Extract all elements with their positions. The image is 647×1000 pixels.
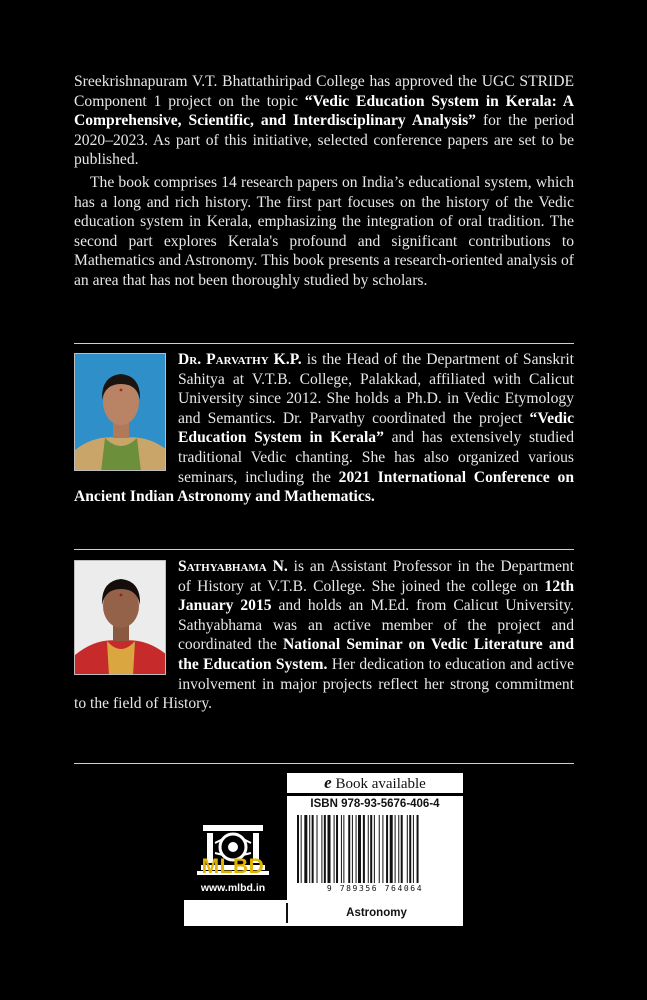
blurb-paragraph-1 [74,72,574,170]
bio-text: and holds an M.Ed. from Calicut University. Sathyabhama was an active member of the project and coordinated the [178,597,574,654]
bio-highlight: National Seminar on Vedic Literature and the Education System. [178,636,574,673]
barcode-icon [297,815,453,883]
author-photo-parvathy [74,353,166,471]
bio-text: Her dedication to education and active involvement in major projects reflect her strong commitment to the field of History. [74,655,574,713]
bio-text: is an Assistant Professor in the Department of History at V.T.B. College. She joined the college on [178,558,574,595]
barcode-panel [287,796,463,900]
subject-divider [286,903,288,923]
subject-label: Astronomy [346,907,407,919]
divider-rule [74,343,574,344]
author-name: Dr. Parvathy K.P. [178,351,302,368]
divider-rule [74,763,574,764]
ebook-badge [287,773,463,793]
blurb-text: for the period 2020–2023. As part of this initiative, selected conference papers are set to be published. [74,112,574,169]
publisher-url: www.mlbd.in [200,882,266,894]
divider-rule [74,549,574,550]
bio-highlight: 2021 International Conference on Ancient Indian Astronomy and Mathematics. [74,468,574,506]
ebook-label: Book available [331,776,426,792]
bio-highlight: 12th January 2015 [178,577,574,615]
author-name: Sathyabhama N. [178,558,288,575]
isbn-label: ISBN 978-93-5676-406-4 [310,798,440,810]
blurb-text: Sreekrishnapuram V.T. Bhattathiripad College has approved the UGC STRIDE Component 1 project on the topic [74,73,574,110]
back-cover-blurb [74,72,574,291]
project-title: “Vedic Education System in Kerala: A Comprehensive, Scientific, and Interdisciplinary Analysis” [74,92,575,130]
bio-text: and has extensively studied traditional Vedic chanting. She has also organized various seminars, including the [178,429,574,486]
publisher-name: MLBD [201,855,265,878]
author-bio-parvathy [74,350,574,507]
barcode-digits: 9 789356 764064 [326,884,424,893]
author-photo-sathyabhama [74,560,166,675]
author-bio-sathyabhama [74,557,574,714]
ebook-e-glyph: e [324,773,332,792]
bio-text: is the Head of the Department of Sanskrit Sahitya at V.T.B. College, Palakkad, affiliated with Calicut University since 2012. She holds a Ph.D. in Vedic Etymology and Semantics. Dr. Parvathy coordinated the project [178,351,575,427]
bio-highlight: “Vedic Education System in Kerala” [178,409,574,447]
blurb-paragraph-2: The book comprises 14 research papers on India’s educational system, which has a long and rich history. The first part focuses on the history of the Vedic education system in Kerala, emphasizing the integration of oral tradition. The second part explores Kerala's profound and significant contributions to Mathematics and Astronomy. This book presents a research-oriented analysis of an area that has not been thoroughly studied by scholars. [74,173,574,289]
subject-panel [184,900,463,926]
